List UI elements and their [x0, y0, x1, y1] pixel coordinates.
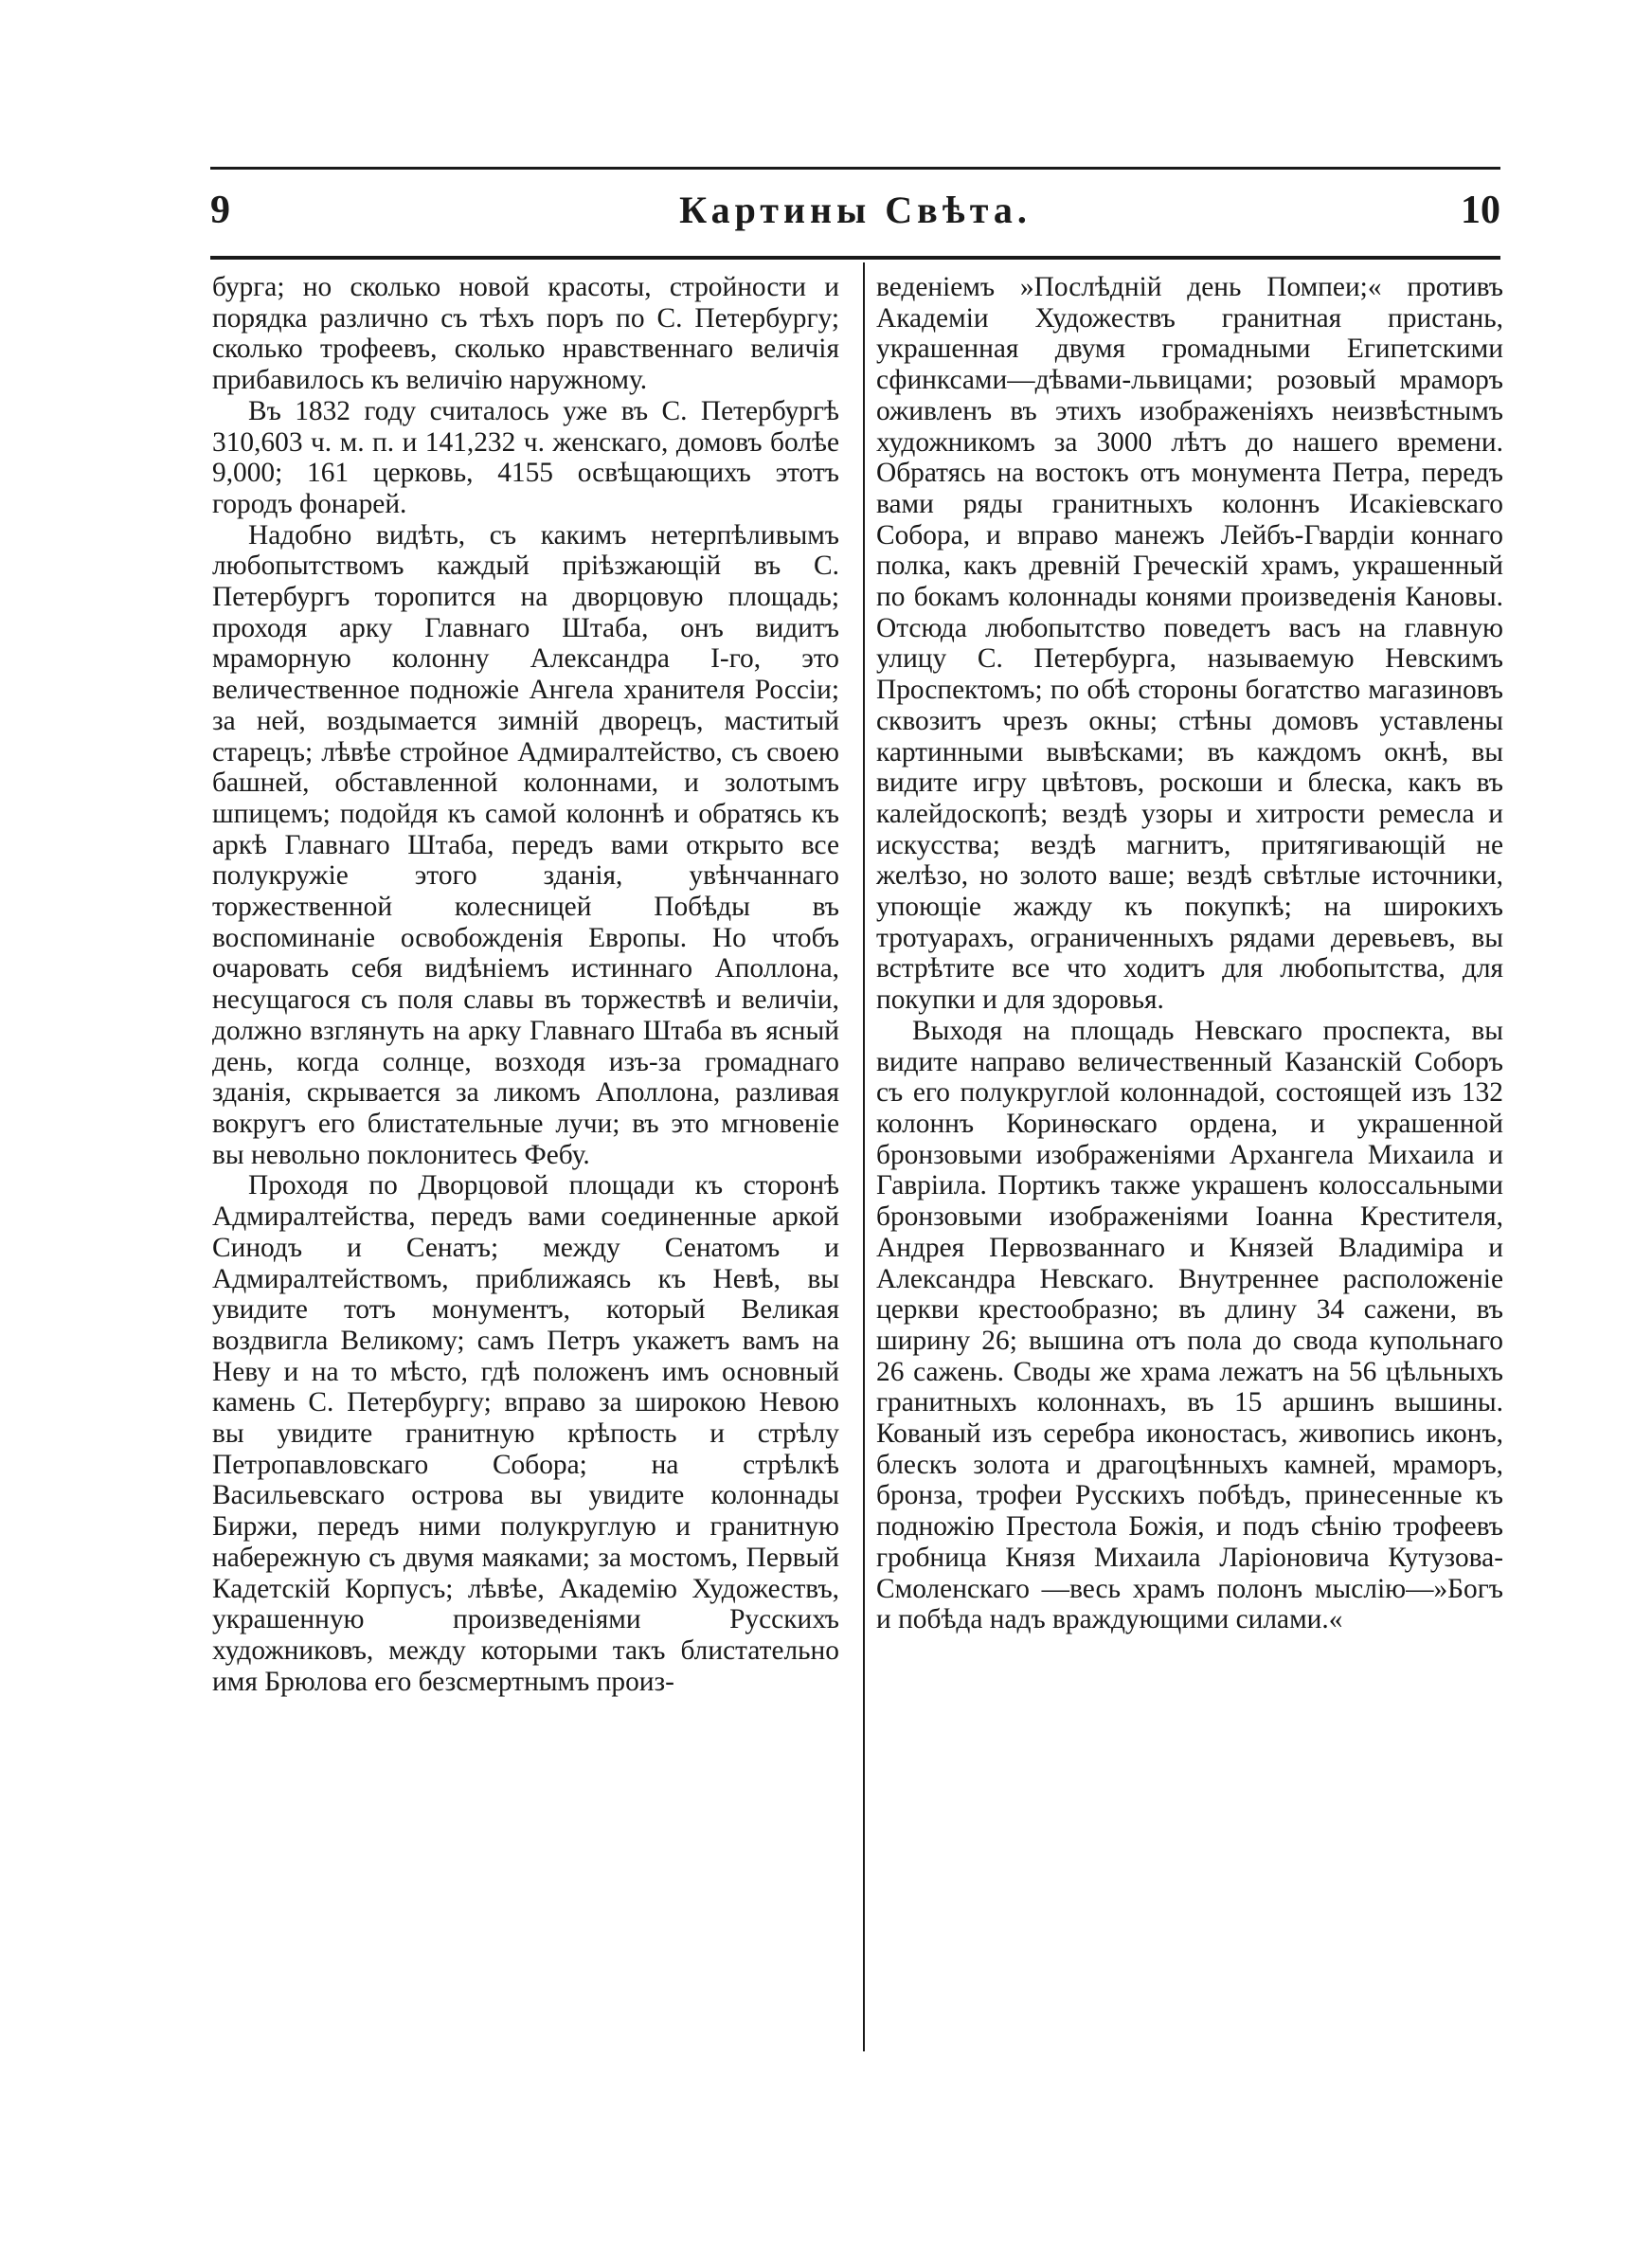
- column-divider: [863, 262, 865, 2051]
- right-column: [876, 272, 1503, 1635]
- paragraph: Въ 1832 году считалось уже въ С. Петербургѣ 310,603 ч. м. п. и 141,232 ч. женскаго, домовъ болѣе 9,000; 161 церковь, 4155 освѣщающихъ этотъ городъ фонарей.: [212, 395, 839, 519]
- page-number-right: 10: [1461, 189, 1500, 232]
- running-title: Картины Свѣта.: [679, 189, 1032, 231]
- header-bottom-rule: [210, 256, 1500, 260]
- paragraph: Проходя по Дворцовой площади къ сторонѣ Адмиралтейства, передъ вами соединенные аркой Синодъ и Сенатъ; между Сенатомъ и Адмиралтействомъ, приближаясь къ Невѣ, вы увидите тотъ монументъ, который Великая воздвигла Великому; самъ Петръ укажетъ вамъ на Неву и на то мѣсто, гдѣ положенъ имъ основный камень С. Петербургу; вправо за широкою Невою вы увидите гранитную крѣпость и стрѣлу Петропавловскаго Собора; на стрѣлкѣ Васильевскаго острова вы увидите колоннады Биржи, передъ ними полукруглую и гранитную набережную съ двумя маяками; за мостомъ, Первый Кадетскій Корпусъ; лѣвѣе, Академію Художествъ, украшенную произведеніями Русскихъ художниковъ, между которыми такъ блистательно имя Брюлова его безсмертнымъ произ-: [212, 1170, 839, 1697]
- running-header: [210, 188, 1500, 241]
- paragraph: бурга; но сколько новой красоты, стройности и порядка различно съ тѣхъ поръ по С. Петербургу; сколько трофеевъ, сколько нравственнаго величія прибавилось къ величію наружному.: [212, 272, 839, 396]
- paragraph: веденіемъ »Послѣдній день Помпеи;« противъ Академіи Художествъ гранитная пристань, украшенная двумя громадными Египетскими сфинксами—дѣвами-львицами; розовый мраморъ оживленъ въ этихъ изображеніяхъ неизвѣстнымъ художникомъ за 3000 лѣтъ до нашего времени. Обратясь на востокъ отъ монумента Петра, передъ вами ряды гранитныхъ колоннъ Исакіевскаго Собора, и вправо манежъ Лейбъ-Гвардіи коннаго полка, какъ древній Греческій храмъ, украшенный по бокамъ колоннады конями произведенія Кановы. Отсюда любопытство поведетъ васъ на главную улицу С. Петербурга, называемую Невскимъ Проспектомъ; по обѣ стороны богатство магазиновъ сквозитъ чрезъ окны; стѣны домовъ уставлены картинными вывѣсками; въ каждомъ окнѣ, вы видите игру цвѣтовъ, роскоши и блеска, какъ въ калейдоскопѣ; вездѣ узоры и хитрости ремесла и искусства; вездѣ магнитъ, притягивающій не желѣзо, но золото ваше; вездѣ свѣтлые источники, упоющіе жажду къ покупкѣ; на широкихъ тротуарахъ, ограниченныхъ рядами деревьевъ, вы встрѣтите все что ходитъ для любопытства, для покупки и для здоровья.: [876, 272, 1503, 1016]
- header-top-rule: [210, 167, 1500, 170]
- left-column: [212, 272, 839, 1697]
- paragraph: Выходя на площадь Невскаго проспекта, вы видите направо величественный Казанскій Соборъ съ его полукруглой колоннадой, состоящей изъ 132 колоннъ Коринѳскаго ордена, и украшенной бронзовыми изображеніями Архангела Михаила и Гавріила. Портикъ также украшенъ колоссальными бронзовыми изображеніями Іоанна Крестителя, Андрея Первозваннаго и Князей Владиміра и Александра Невскаго. Внутреннее расположеніе церкви крестообразно; въ длину 34 сажени, въ ширину 26; вышина отъ пола до свода купольнаго 26 сажень. Своды же храма лежатъ на 56 цѣльныхъ гранитныхъ колоннахъ, въ 15 аршинъ вышины. Кованый изъ серебра иконостасъ, живопись иконъ, блескъ золота и драгоцѣнныхъ камней, мраморъ, бронза, трофеи Русскихъ побѣдъ, принесенные къ подножію Престола Божія, и подъ сѣнію трофеевъ гробница Князя Михаила Ларіоновича Кутузова-Смоленскаго —весь храмъ полонъ мыслію—»Богъ и побѣда надъ враждующими силами.«: [876, 1015, 1503, 1635]
- paragraph: Надобно видѣть, съ какимъ нетерпѣливымъ любопытствомъ каждый пріѣзжающій въ С. Петербургъ торопится на дворцовую площадь; проходя арку Главнаго Штаба, онъ видитъ мраморную колонну Александра I-го, это величественное подножіе Ангела хранителя Россіи; за ней, воздымается зимній дворецъ, маститый старецъ; лѣвѣе стройное Адмиралтейство, съ своею башней, обставленной колоннами, и золотымъ шпицемъ; подойдя къ самой колоннѣ и обратясь къ аркѣ Главнаго Штаба, передъ вами открыто все полукружіе этого зданія, увѣнчаннаго торжественной колесницей Побѣды въ воспоминаніе освобожденія Европы. Но чтобъ очаровать себя видѣніемъ истиннаго Аполлона, несущагося съ поля славы въ торжествѣ и величіи, должно взглянуть на арку Главнаго Штаба въ ясный день, когда солнце, возходя изъ-за громаднаго зданія, скрывается за ликомъ Аполлона, разливая вокругъ его блистательные лучи; въ это мгновеніе вы невольно поклонитесь Фебу.: [212, 519, 839, 1170]
- page-number-left: 9: [210, 189, 230, 232]
